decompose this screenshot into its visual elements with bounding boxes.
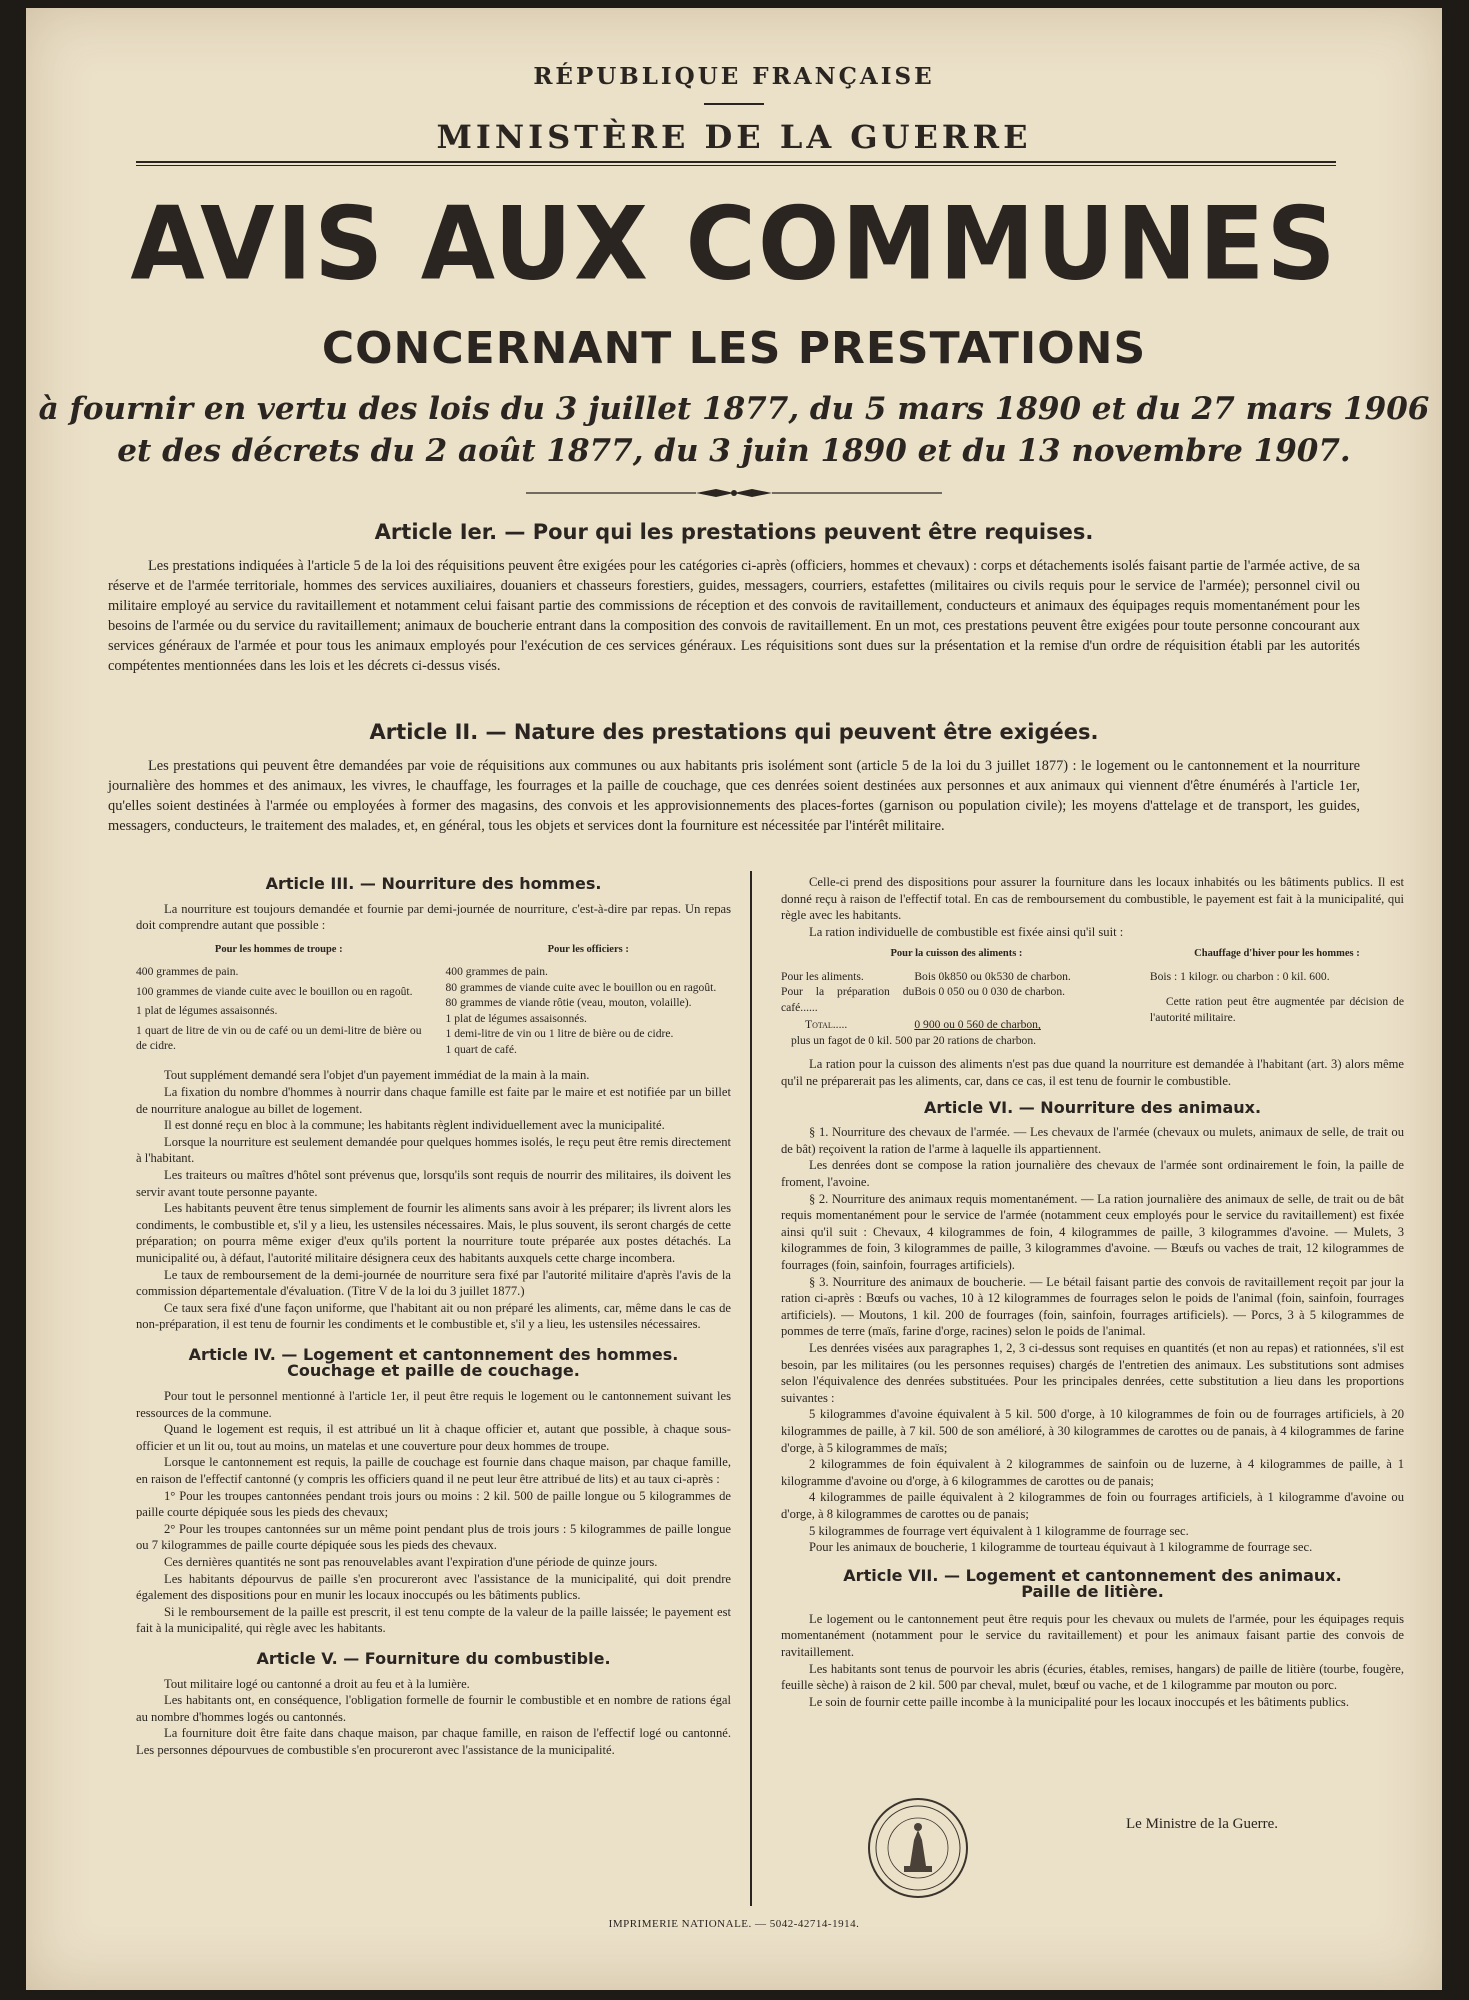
officers-item: 1 quart de café. <box>445 1042 517 1056</box>
article-4-paragraph: Si le remboursement de la paille est prescrit, il est tenu compte de la valeur de la paille laissée; le payement est fait à la municipalité, qui règle avec les habitants. <box>136 1604 731 1636</box>
signature: Le Ministre de la Guerre. <box>1126 1816 1279 1832</box>
poster-sheet <box>26 8 1442 1990</box>
officers-item: 1 demi-litre de vin ou 1 litre de bière ou de cidre. <box>445 1027 674 1041</box>
header-rule-thin <box>136 165 1336 166</box>
troops-item: 100 grammes de viande cuite avec le bouillon ou en ragoût. <box>136 984 413 998</box>
article-1-title: Article Ier. — Pour qui les prestations peuvent être requises. <box>374 520 1094 544</box>
article-4-title: Article IV. — Logement et cantonnement des hommes. <box>188 1344 679 1364</box>
article-6-title: Article VI. — Nourriture des animaux. <box>923 1097 1262 1117</box>
article-3-paragraph: Ce taux sera fixé d'une façon uniforme, que l'habitant ait ou non préparé les aliments, car, même dans le cas de non-préparation, il est tenu de fournir les condiments et le combustible et, s'il y a lieu, les ustensiles nécessaires. <box>136 1300 731 1332</box>
troops-column <box>136 942 434 1058</box>
article-6-paragraph: Les denrées dont se compose la ration journalière des chevaux de l'armée sont ordinairement le foin, la paille de froment, l'avoine. <box>781 1158 1404 1190</box>
article-1-body <box>108 556 1360 676</box>
article-7-paragraph: Les habitants sont tenus de pourvoir les abris (écuries, étables, remises, hangars) de paille de litière (tourbe, fougère, feuille sèche) à raison de 2 kil. 500 par cheval, mulet, bœuf ou vache, et de 1 kilogramme par mouton ou porc. <box>781 1661 1404 1693</box>
article-5-paragraph: La fourniture doit être faite dans chaque maison, par chaque famille, en raison de l'effectif logé ou cantonné. Les personnes dépourvues de combustible s'en procureront avec l'assistance de la municipalité. <box>136 1726 731 1757</box>
article-3-intro: La nourriture est toujours demandée et fournie par demi-journée de nourriture, c'est-à-dire par repas. Un repas doit comprendre autant que possible : <box>136 901 731 933</box>
troops-item: 1 quart de litre de vin ou de café ou un demi-litre de bière ou de cidre. <box>136 1023 422 1053</box>
left-column <box>136 876 731 1759</box>
article-5-paragraph: Les habitants ont, en conséquence, l'obligation formelle de fournir le combustible et en nombre de rations égal au nombre d'hommes logés ou cantonnés. <box>136 1693 731 1724</box>
title-ornament <box>526 486 942 500</box>
seal-emblem-icon <box>870 1800 966 1896</box>
article-2-text: Les prestations qui peuvent être demandées par voie de réquisitions aux communes ou aux habitants pris isolément sont (article 5 de la loi du 3 juillet 1877) : le logement ou le cantonnement et la nourriture journalière des hommes et des animaux, les vivres, le chauffage, les fourrages et la paille de couchage, que ces denrées soient destinées aux personnes et aux animaux qui viennent d'être énumérés à l'article 1er, qu'elles soient destinées à l'armée ou employées à former des magasins, des convois et les approvisionnements des places-fortes (garnison ou population civile); les moyens d'attelage et de transport, les guides, messagers, conducteurs, le traitement des malades, et, en général, tous les objets et services dont la fourniture est nécessitée par l'intérêt militaire. <box>108 758 1360 834</box>
cooking-row <box>781 969 1132 985</box>
article-4-subtitle: Couchage et paille de couchage. <box>287 1361 580 1381</box>
article-4-paragraph: 2° Pour les troupes cantonnées sur un même point pendant plus de trois jours : 5 kilogrammes de paille longue ou 7 kilogrammes de paille courte dépiquée sous les pieds des chevaux. <box>136 1521 731 1553</box>
cooking-row-label: Pour la préparation du café...... <box>781 985 915 1014</box>
heating-value: Bois : 1 kilogr. ou charbon : 0 kil. 600. <box>1149 969 1330 983</box>
article-3-paragraph: Il est donné reçu en bloc à la commune; les habitants règlent individuellement avec la municipalité. <box>164 1118 665 1133</box>
ministry-header: MINISTÈRE DE LA GUERRE <box>436 118 1032 156</box>
printer-footer: IMPRIMERIE NATIONALE. — 5042-42714-1914. <box>608 1918 860 1930</box>
header-rule <box>136 161 1336 163</box>
officers-item: 400 grammes de pain. <box>445 965 548 979</box>
officers-column <box>434 942 732 1058</box>
subtitle: CONCERNANT LES PRESTATIONS <box>321 323 1147 374</box>
troops-item: 400 grammes de pain. <box>136 965 239 979</box>
article-6-paragraph: § 2. Nourriture des animaux requis momentanément. — La ration journalière des animaux de selle, de trait ou de bât requis momentanément pour le service de l'armée (notamment ceux employés pour le service du ravitaillement) est fixée ainsi qu'il suit : Chevaux, 4 kilogrammes de foin, 4 kilogrammes de paille, 3 kilogrammes d'avoine. — Mulets, 3 kilogrammes de foin, 3 kilogrammes de paille, 3 kilogrammes d'avoine. — Bœufs ou vaches de trait, 12 kilogrammes de fourrages (foin, sainfoin, fourrages artificiels). <box>781 1191 1404 1272</box>
officers-item: 80 grammes de viande cuite avec le bouillon ou en ragoût. <box>445 980 717 994</box>
troops-header: Pour les hommes de troupe : <box>214 943 343 955</box>
cooking-row-label: Pour les aliments. <box>781 969 864 983</box>
cooking-row-value: Bois 0k850 ou 0k530 de charbon. <box>914 969 1071 983</box>
cooking-column <box>781 946 1142 1048</box>
republic-header: RÉPUBLIQUE FRANÇAISE <box>533 63 935 90</box>
article-4-paragraph: Pour tout le personnel mentionné à l'article 1er, il peut être requis le logement ou le cantonnement suivant les ressources de la commune. <box>136 1389 731 1420</box>
column-separator <box>750 871 752 1906</box>
article-4-paragraph: Ces dernières quantités ne sont pas renouvelables avant l'expiration d'une période de quinze jours. <box>164 1555 658 1569</box>
article-6-paragraph: 2 kilogrammes de foin équivalent à 2 kilogrammes de sainfoin ou de luzerne, à 4 kilogrammes de paille, à 1 kilogramme d'avoine ou d'orge, à 6 kilogrammes de carottes ou de panais; <box>781 1457 1404 1488</box>
article-6-paragraph: Les denrées visées aux paragraphes 1, 2, 3 ci-dessus sont requises en quantités (et non au repas) et rationnées, s'il est besoin, par les militaires (ou les personnes requises) chargés de l'entretien des animaux. Les substitutions sont admises selon l'équivalence des denrées substituées. Pour les principales denrées, cette substitution a lieu dans les proportions suivantes : <box>781 1340 1404 1405</box>
ration-intro: La ration individuelle de combustible est fixée ainsi qu'il suit : <box>809 924 1124 939</box>
article-2-body <box>108 756 1360 836</box>
article-6-paragraph: 4 kilogrammes de paille équivalent à 2 kilogrammes de foin ou fourrages artificiels, à 1 kilogramme d'avoine ou d'orge, à 8 kilogrammes de carottes ou de panais; <box>781 1490 1404 1521</box>
article-3-paragraph: Tout supplément demandé sera l'objet d'un payement immédiat de la main à la main. <box>164 1068 590 1083</box>
article-6-paragraph: 5 kilogrammes d'avoine équivalent à 5 kil. 500 d'orge, à 10 kilogrammes de foin ou de fourrages artificiels, à 20 kilogrammes de paille, à 7 kil. 500 de son amélioré, à 30 kilogrammes de carottes ou de panais, à 4 kilogrammes de farine d'orge, à 5 kilogrammes de maïs; <box>781 1407 1404 1455</box>
article-6-paragraph: § 3. Nourriture des animaux de boucherie. — Le bétail faisant partie des convois de ravitaillement reçoit par jour la ration ci-après : Bœufs ou vaches, 10 à 12 kilogrammes de fourrages selon le poids de l'animal (foin, sainfoin, fourrages artificiels). — Moutons, 1 kil. 200 de fourrages (foin, sainfoin, fourrages artificiels). — Porcs, 3 à 5 kilogrammes de pommes de terre (maïs, farine d'orge, racines) selon le poids de l'animal. <box>781 1274 1404 1339</box>
article-4-paragraph: Lorsque le cantonnement est requis, la paille de couchage est fournie dans chaque maison, par chaque famille, en raison de l'effectif cantonné (y compris les officiers quand il ne peut leur être attribué de lits) et au taux ci-après : <box>136 1455 731 1487</box>
article-6-paragraph: Pour les animaux de boucherie, 1 kilogramme de tourteau équivaut à 1 kilogramme de fourrage sec. <box>809 1540 1313 1555</box>
main-title: AVIS AUX COMMUNES <box>130 185 1338 303</box>
cooking-total-value: 0 900 ou 0 560 de charbon, <box>914 1018 1041 1032</box>
article-5-paragraph: Tout militaire logé ou cantonné a droit au feu et à la lumière. <box>164 1676 470 1691</box>
cooking-header: Pour la cuisson des aliments : <box>890 948 1023 960</box>
officers-item: 1 plat de légumes assaisonnés. <box>445 1011 587 1025</box>
article-2-title: Article II. — Nature des prestations qui peuvent être exigées. <box>369 720 1099 744</box>
article-4-paragraph: Quand le logement est requis, il est attribué un lit à chaque officier et, autant que possible, à chaque sous-officier et un lit ou, tout au moins, un matelas et une couverture pour deux hommes de troupe. <box>136 1422 731 1453</box>
article-6-paragraph: 5 kilogrammes de fourrage vert équivalent à 1 kilogramme de fourrage sec. <box>809 1523 1189 1538</box>
meal-table <box>136 942 731 1058</box>
ministry-seal <box>868 1798 968 1898</box>
article-4-paragraph: Les habitants dépourvus de paille s'en procureront avec l'assistance de la municipalité, qui doit prendre également des dispositions pour en munir les locaux inoccupés ou les bâtiments publics. <box>136 1571 731 1603</box>
article-7-paragraph: Le logement ou le cantonnement peut être requis pour les chevaux ou mulets de l'armée, pour les équipages requis momentanément (notamment pour le service du ravitaillement) et pour les animaux faisant partie des convois de ravitaillement. <box>781 1611 1404 1660</box>
article-3-paragraph: Les traiteurs ou maîtres d'hôtel sont prévenus que, lorsqu'ils sont requis de nourrir des militaires, ils doivent les servir avant toute personne payante. <box>136 1167 731 1199</box>
article-3-paragraph: Le taux de remboursement de la demi-journée de nourriture sera fixé par l'autorité militaire d'après l'avis de la commission départementale d'évaluation. (Titre V de la loi du 3 juillet 1877.) <box>136 1267 731 1299</box>
cooking-row-total <box>781 1017 1132 1033</box>
article-3-paragraph: Les habitants peuvent être tenus simplement de fournir les aliments sans avoir à les préparer; ils livrent alors les condiments, le combustible et, s'il y a lieu, les ustensiles nécessaires. Mais, le plus souvent, ils seront chargés de cette préparation; on pourra même exiger d'eux qu'ils portent la nourriture toute préparée aux postes détachés. La municipalité ou, à défaut, l'autorité militaire désignera ceux des habitants auxquels cette charge incombera. <box>136 1201 731 1265</box>
cooking-row-value: Bois 0 050 ou 0 030 de charbon. <box>914 985 1066 999</box>
officers-item: 80 grammes de viande rôtie (veau, mouton, volaille). <box>445 996 692 1010</box>
article-5-title: Article V. — Fourniture du combustible. <box>256 1648 611 1668</box>
cooking-note: plus un fagot de 0 kil. 500 par 20 rations de charbon. <box>791 1033 1037 1047</box>
article-4-paragraph: 1° Pour les troupes cantonnées pendant trois jours ou moins : 2 kil. 500 de paille longue ou 5 kilogrammes de paille courte dépiquée sous les pieds des chevaux; <box>136 1488 731 1520</box>
heating-column <box>1142 946 1404 1048</box>
article-1-text: Les prestations indiquées à l'article 5 de la loi des réquisitions peuvent être exigées pour les catégories ci-après (officiers, hommes et chevaux) : corps et détachements isolés faisant partie de l'armée active, de sa réserve et de l'armée territoriale, hommes des services auxiliaires, douaniers et chasseurs forestiers, guides, messagers, courriers, estafettes (militaires ou civils requis pour le service de l'armée); personnel civil ou militaire employé au service du ravitaillement et notamment celui faisant partie des commissions de réception et des convois de ravitaillement, conducteurs et animaux des équipages requis momentanément pour les besoins de l'armée ou du service du ravitaillement; animaux de boucherie entrant dans la composition des convois de ravitaillement. En un mot, ces prestations peuvent être exigées pour toute personne concourant aux services généraux de l'armée et pour tous les animaux employés pour l'exécution de ces services généraux. Les réquisitions sont dues sur la présentation et la remise d'un ordre de réquisition établi par les autorités compétentes mentionnées dans les lois et les décrets ci-dessus visés. <box>108 558 1360 674</box>
cooking-row <box>781 984 1132 1015</box>
heating-header: Chauffage d'hiver pour les hommes : <box>1194 948 1360 960</box>
law-line-2: et des décrets du 2 août 1877, du 3 juin 1890 et du 13 novembre 1907. <box>117 433 1351 469</box>
fuel-table <box>781 946 1404 1048</box>
troops-item: 1 plat de légumes assaisonnés. <box>136 1004 278 1018</box>
article-3-paragraph: Lorsque la nourriture est seulement demandée pour quelques hommes isolés, le reçu peut être remis directement à l'habitant. <box>136 1134 731 1166</box>
article-5-closing: La ration pour la cuisson des aliments n'est pas due quand la nourriture est demandée à l'habitant (art. 3) alors même qu'il ne préparerait pas les aliments, car, dans ce cas, il est tenu de fournir le combustible. <box>781 1057 1404 1089</box>
article-7-paragraph: Le soin de fournir cette paille incombe à la municipalité pour les locaux inoccupés et les bâtiments publics. <box>809 1694 1349 1709</box>
article-6-paragraph: § 1. Nourriture des chevaux de l'armée. — Les chevaux de l'armée (chevaux ou mulets, animaux de selle, de trait ou de bât) reçoivent la ration de l'arme à laquelle ils appartiennent. <box>781 1125 1404 1156</box>
cooking-total-label: Total..... <box>805 1018 848 1032</box>
article-3-paragraphs <box>136 1067 731 1333</box>
right-column <box>781 874 1404 1710</box>
officers-header: Pour les officiers : <box>547 943 629 955</box>
article-3-title: Article III. — Nourriture des hommes. <box>265 874 602 893</box>
law-line-1: à fournir en vertu des lois du 3 juillet 1877, du 5 mars 1890 et du 27 mars 1906 <box>38 391 1430 427</box>
header-ornament <box>704 103 764 105</box>
article-7-subtitle: Paille de litière. <box>1021 1582 1164 1602</box>
article-7-title: Article VII. — Logement et cantonnement des animaux. <box>843 1565 1342 1585</box>
heating-note: Cette ration peut être augmentée par décision de l'autorité militaire. <box>1149 995 1404 1024</box>
article-5-continued: Celle-ci prend des dispositions pour assurer la fourniture dans les locaux inhabités ou les bâtiments publics. Il est donné reçu à raison de l'effectif total. En cas de remboursement du combustible, le payement est fait à la municipalité, qui règle avec les habitants. <box>781 875 1404 923</box>
article-3-paragraph: La fixation du nombre d'hommes à nourrir dans chaque famille est faite par le maire et est notifiée par un billet de nourriture analogue au billet de logement. <box>136 1084 731 1116</box>
